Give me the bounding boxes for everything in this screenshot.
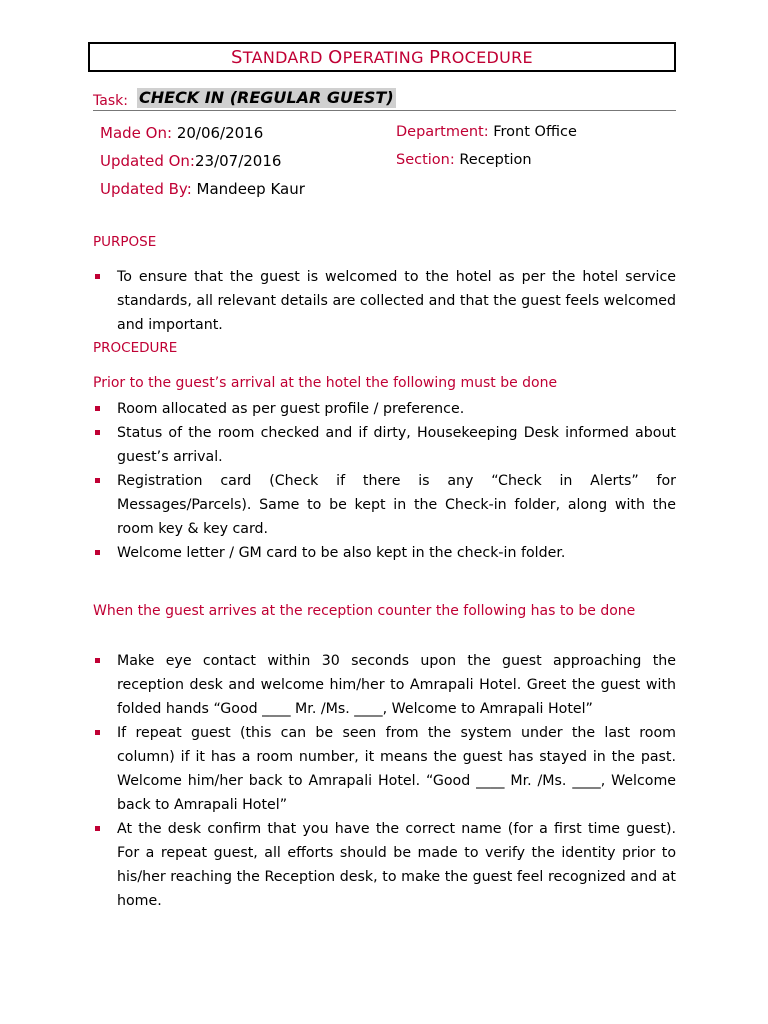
- list-item: [93, 817, 676, 913]
- department-value: Front Office: [493, 124, 577, 140]
- list-item: [93, 541, 676, 565]
- list-item-text: Registration card (Check if there is any “Check in Alerts” for Messages/Parcels). Same to be kept in the Check-in folder, along with the room key & key card.: [117, 473, 676, 537]
- title-part: ROCEDURE: [440, 48, 533, 67]
- bullet-icon: [95, 406, 100, 411]
- task-row: [93, 88, 676, 111]
- bullet-icon: [95, 430, 100, 435]
- updated-by-label: Updated By:: [100, 180, 192, 198]
- task-label: Task:: [93, 93, 128, 109]
- arrival-heading: When the guest arrives at the reception counter the following has to be done: [93, 603, 636, 619]
- list-item-text: To ensure that the guest is welcomed to the hotel as per the hotel service standards, all relevant details are collected and that the guest feels welcomed and important.: [117, 269, 676, 333]
- list-item: [93, 421, 676, 469]
- updated-by-value: Mandeep Kaur: [196, 180, 305, 198]
- updated-on-value: 23/07/2016: [194, 152, 282, 170]
- list-item: [93, 397, 676, 421]
- bullet-icon: [95, 658, 100, 663]
- bullet-icon: [95, 478, 100, 483]
- purpose-list: [93, 265, 676, 337]
- list-item: [93, 649, 676, 721]
- list-item-text: Make eye contact within 30 seconds upon the guest approaching the reception desk and welcome him/her to Amrapali Hotel. Greet the guest with folded hands “Good ____ Mr. /Ms. ____, Welcome to Amrapali Hotel”: [117, 653, 676, 717]
- prior-arrival-list: [93, 397, 676, 565]
- list-item: [93, 721, 676, 817]
- bullet-icon: [95, 274, 100, 279]
- arrival-list: [93, 649, 676, 913]
- department-label: Department:: [396, 124, 489, 140]
- updated-on-row: [100, 152, 281, 170]
- purpose-heading: PURPOSE: [93, 234, 157, 250]
- list-item-text: If repeat guest (this can be seen from the system under the last room column) if it has a room number, it means the guest has stayed in the past. Welcome him/her back to Amrapali Hotel. “Good ____ Mr. /Ms. ____, Welcome back to Amrapali Hotel”: [117, 725, 676, 813]
- list-item-text: Room allocated as per guest profile / preference.: [117, 401, 465, 417]
- bullet-icon: [95, 826, 100, 831]
- title-part: O: [328, 47, 343, 68]
- list-item-text: Welcome letter / GM card to be also kept in the check-in folder.: [117, 545, 566, 561]
- title-part: P: [429, 47, 441, 68]
- bullet-icon: [95, 550, 100, 555]
- made-on-value: 20/06/2016: [176, 124, 264, 142]
- made-on-row: [100, 124, 263, 142]
- section-value: Reception: [459, 152, 532, 168]
- updated-on-label: Updated On:: [100, 152, 195, 170]
- section-label: Section:: [396, 152, 455, 168]
- updated-by-row: [100, 180, 305, 198]
- title-part: TANDARD: [242, 48, 329, 67]
- title-part: PERATING: [342, 48, 430, 67]
- made-on-label: Made On:: [100, 124, 173, 142]
- list-item: [93, 469, 676, 541]
- document-title: [88, 42, 676, 72]
- list-item-text: At the desk confirm that you have the correct name (for a first time guest). For a repeat guest, all efforts should be made to verify the identity prior to his/her reaching the Reception desk, to make the guest feel recognized and at home.: [117, 821, 676, 909]
- list-item-text: Status of the room checked and if dirty, Housekeeping Desk informed about guest’s arrival.: [117, 425, 676, 465]
- procedure-heading: PROCEDURE: [93, 340, 178, 356]
- title-part: S: [231, 47, 243, 68]
- bullet-icon: [95, 730, 100, 735]
- section-row: [396, 152, 532, 168]
- department-row: [396, 124, 577, 140]
- task-value: CHECK IN (REGULAR GUEST): [139, 88, 394, 107]
- list-item: [93, 265, 676, 337]
- prior-arrival-heading: Prior to the guest’s arrival at the hotel the following must be done: [93, 375, 558, 391]
